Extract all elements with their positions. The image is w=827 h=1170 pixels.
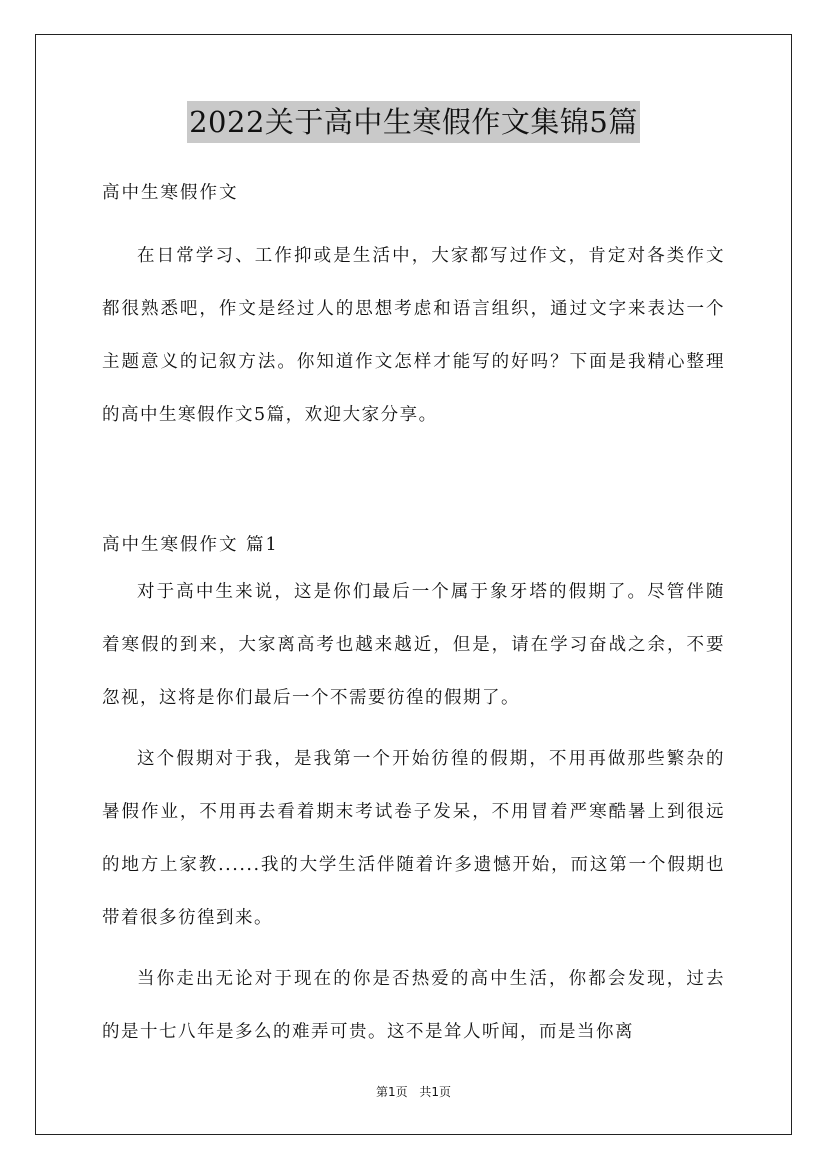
body-paragraph: 对于高中生来说，这是你们最后一个属于象牙塔的假期了。尽管伴随着寒假的到来，大家离高考也越来越近，但是，请在学习奋战之余，不要忽视，这将是你们最后一个不需要彷徨的假期了。 <box>102 582 725 708</box>
page-total: 共1页 <box>419 1085 452 1099</box>
intro-paragraph: 在日常学习、工作抑或是生活中，大家都写过作文，肯定对各类作文都很熟悉吧，作文是经过人的思想考虑和语言组织，通过文字来表达一个主题意义的记叙方法。你知道作文怎样才能写的好吗？下面是我精心整理的高中生寒假作文5篇，欢迎大家分享。 <box>102 246 725 425</box>
body-paragraph: 当你走出无论对于现在的你是否热爱的高中生活，你都会发现，过去的是十七八年是多么的难弄可贵。这不是耸人听闻，而是当你离 <box>102 969 725 1042</box>
page-number: 第1页 <box>375 1085 408 1099</box>
title-container <box>0 101 827 143</box>
body-paragraph: 这个假期对于我，是我第一个开始彷徨的假期，不用再做那些繁杂的暑假作业，不用再去看着期末考试卷子发呆，不用冒着严寒酷暑上到很远的地方上家教......我的大学生活伴随着许多遗憾开始，而这第一个假期也带着很多彷徨到来。 <box>102 749 725 928</box>
section-heading: 高中生寒假作文 篇1 <box>102 535 279 555</box>
document-body <box>102 172 725 1059</box>
intro-heading: 高中生寒假作文 <box>102 183 239 203</box>
document-title: 2022关于高中生寒假作文集锦5篇 <box>187 101 640 143</box>
page-footer <box>0 1083 827 1100</box>
